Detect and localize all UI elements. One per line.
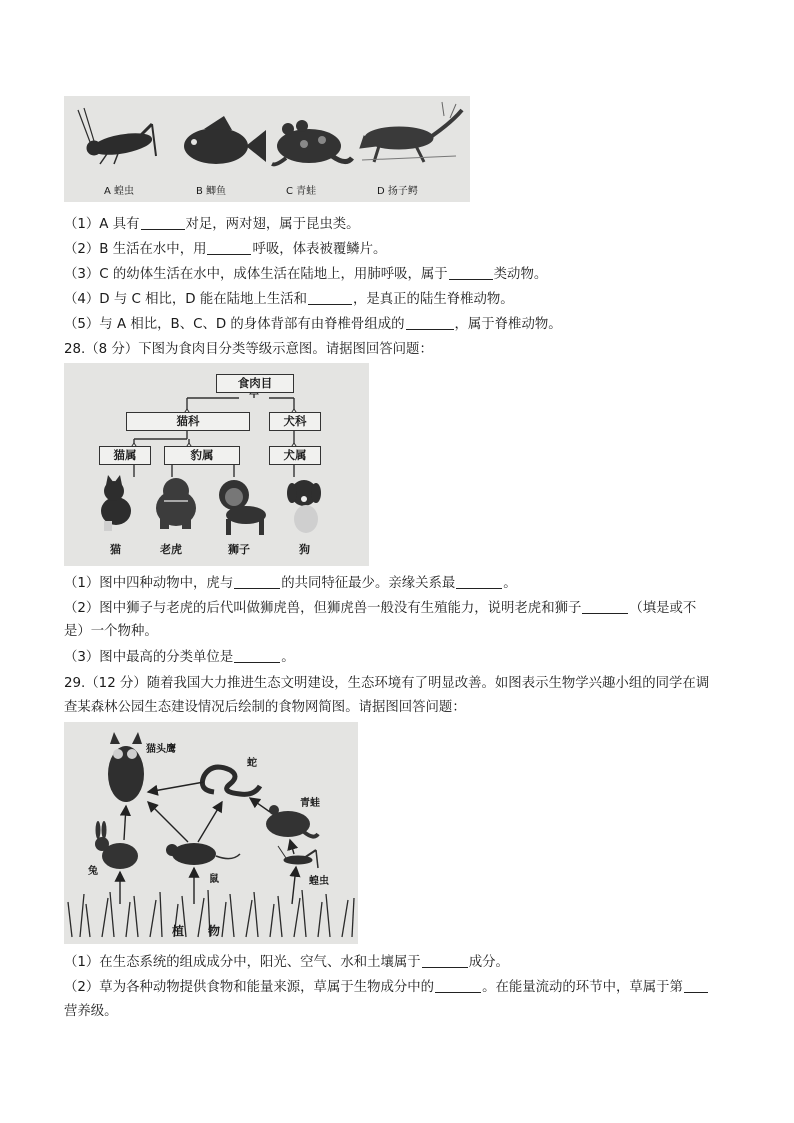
frog-label: 青蛙 xyxy=(300,798,320,809)
snake-image xyxy=(202,767,260,794)
rabbit-image xyxy=(95,821,138,869)
q28-item-2: （2）图中狮子与老虎的后代叫做狮虎兽，但狮虎兽一般没有生殖能力，说明老虎和狮子 （填是或不 xyxy=(64,601,697,616)
q27-item-4: （4）D 与 C 相比，D 能在陆地上生活和 ，是真正的陆生脊椎动物。 xyxy=(64,292,514,307)
order-box: 食肉目 xyxy=(216,374,294,393)
answer-blank[interactable] xyxy=(234,574,280,589)
grasshopper-image xyxy=(78,108,156,164)
q28-heading: 28.（8 分）下图为食肉目分类等级示意图。请据图回答问题： xyxy=(64,342,433,357)
answer-blank[interactable] xyxy=(308,290,352,305)
q29-heading-1: 29.（12 分）随着我国大力推进生态文明建设，生态环境有了明显改善。如图表示生物学兴趣小组的同学在调 xyxy=(64,676,710,691)
animal-label: 狗 xyxy=(299,543,310,556)
family-dog-box: 犬科 xyxy=(269,412,321,431)
animal-label: A 蝗虫 xyxy=(104,186,135,197)
animal-label: D 扬子鳄 xyxy=(377,186,418,197)
answer-blank[interactable] xyxy=(435,978,481,993)
answer-blank[interactable] xyxy=(141,215,185,230)
q28-item-1: （1）图中四种动物中，虎与 的共同特征最少。亲缘关系最 。 xyxy=(64,576,517,591)
animals-figure xyxy=(64,96,470,202)
grasshopper-image xyxy=(278,846,318,868)
q28-item-2-cont: 是）一个物种。 xyxy=(64,624,158,639)
frog-image xyxy=(266,805,318,837)
cat-image xyxy=(101,475,131,531)
snake-label: 蛇 xyxy=(247,758,257,769)
genus-panthera-box: 豹属 xyxy=(164,446,240,465)
rabbit-label: 兔 xyxy=(88,866,98,877)
answer-blank[interactable] xyxy=(449,265,493,280)
plant-label: 植 xyxy=(172,924,185,938)
q29-item-2: （2）草为各种动物提供食物和能量来源，草属于生物成分中的 。在能量流动的环节中，草属于第 xyxy=(64,978,709,998)
q27-item-2: （2）B 生活在水中，用 呼吸，体表被覆鳞片。 xyxy=(64,242,387,257)
q27-item-5: （5）与 A 相比，B、C、D 的身体背部有由脊椎骨组成的 ，属于脊椎动物。 xyxy=(64,317,562,332)
q29-heading-2: 查某森林公园生态建设情况后绘制的食物网简图。请据图回答问题： xyxy=(64,700,466,715)
owl-image xyxy=(108,732,144,802)
q27-item-1: （1）A 具有 对足，两对翅，属于昆虫类。 xyxy=(64,217,360,232)
q29-item-2-cont: 营养级。 xyxy=(64,1004,118,1019)
mouse-label: 鼠 xyxy=(209,874,219,885)
q28-item-3: （3）图中最高的分类单位是 。 xyxy=(64,650,295,665)
carp-image xyxy=(184,116,266,164)
animal-label: B 鲫鱼 xyxy=(196,186,227,197)
tiger-image xyxy=(156,478,196,529)
grasshopper-label: 蝗虫 xyxy=(309,876,329,887)
animal-label: 狮子 xyxy=(228,543,250,556)
animal-label: C 青蛙 xyxy=(286,186,317,197)
answer-blank[interactable] xyxy=(422,953,468,968)
taxonomy-diagram xyxy=(64,363,369,566)
food-web-illustration xyxy=(64,722,358,944)
mouse-image xyxy=(166,843,240,865)
q29-item-1: （1）在生态系统的组成成分中，阳光、空气、水和土壤属于 成分。 xyxy=(64,955,509,970)
answer-blank[interactable] xyxy=(207,240,251,255)
plant-label: 物 xyxy=(208,924,221,938)
frog-image xyxy=(272,120,352,164)
answer-blank[interactable] xyxy=(684,978,708,993)
lion-image xyxy=(219,480,266,535)
family-cat-box: 猫科 xyxy=(126,412,250,431)
animal-label: 猫 xyxy=(110,543,121,556)
genus-cat-box: 猫属 xyxy=(99,446,151,465)
dog-image xyxy=(287,480,321,533)
answer-blank[interactable] xyxy=(456,574,502,589)
answer-blank[interactable] xyxy=(406,315,454,330)
owl-label: 猫头鹰 xyxy=(146,744,176,755)
food-web-diagram xyxy=(64,722,358,944)
answer-blank[interactable] xyxy=(234,648,280,663)
animal-label: 老虎 xyxy=(160,543,182,556)
q27-item-3: （3）C 的幼体生活在水中，成体生活在陆地上，用肺呼吸，属于 类动物。 xyxy=(64,267,548,282)
answer-blank[interactable] xyxy=(582,599,628,614)
genus-dog-box: 犬属 xyxy=(269,446,321,465)
alligator-image xyxy=(360,102,462,162)
